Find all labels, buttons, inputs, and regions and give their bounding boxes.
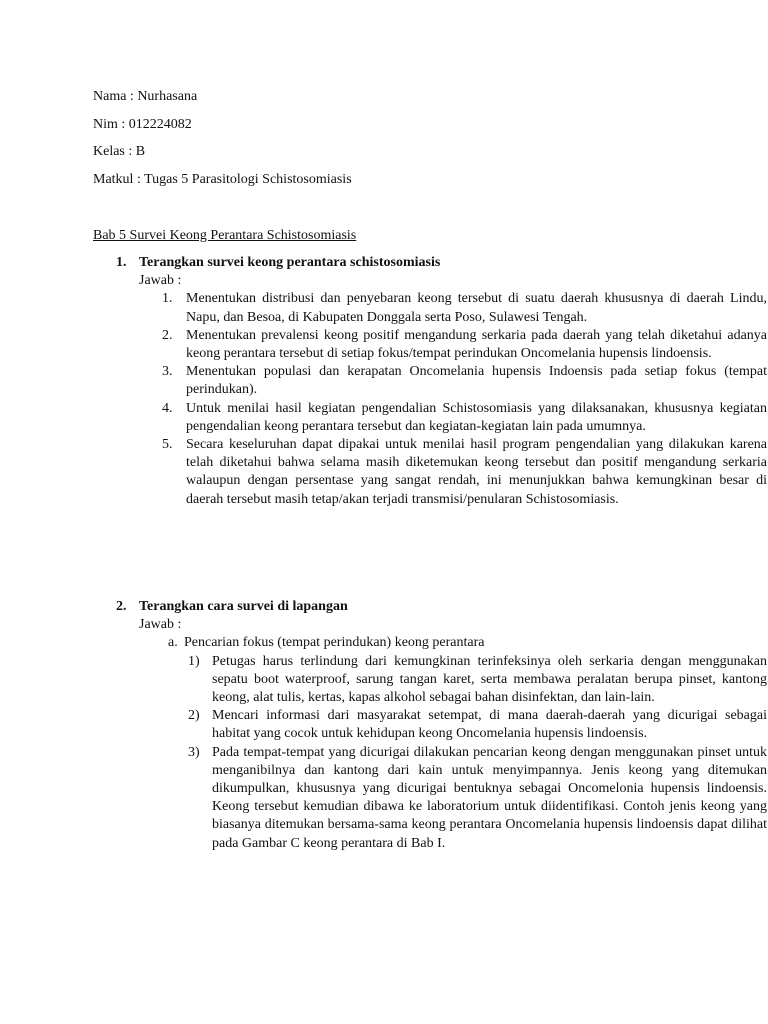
student-class: Kelas : B — [93, 144, 146, 159]
list-item — [93, 436, 767, 509]
list-item-text: Mencari informasi dari masyarakat setempat, di mana daerah-daerah yang dicurigai sebagai habitat yang cocok untuk kehidupan keong Oncomelania hupensis lindoensis. — [212, 708, 767, 742]
question-1-answer-list — [93, 290, 767, 508]
question-2 — [93, 598, 767, 853]
list-item — [93, 327, 767, 363]
subsection-letter: a. — [168, 635, 178, 651]
question-2-number: 2. — [116, 599, 127, 614]
subsection-a — [93, 634, 693, 652]
list-item — [93, 707, 767, 743]
list-item-text: Untuk menilai hasil kegiatan pengendalian Schistosomiasis yang dilaksanakan, khususnya kegiatan pengendalian keong perantara tersebut dan kegiatan-kegiatan lain pada umumnya. — [186, 400, 767, 434]
list-item-number: 1. — [162, 291, 173, 307]
list-item-text: Menentukan distribusi dan penyebaran keong tersebut di suatu daerah khususnya di daerah Lindu, Napu, dan Besoa, di Kabupaten Donggala serta Poso, Sulawesi Tengah. — [186, 291, 767, 325]
question-1-answer-label: Jawab : — [139, 273, 182, 289]
question-1-heading — [93, 254, 693, 272]
course-name: Matkul : Tugas 5 Parasitologi Schistosomiasis — [93, 172, 352, 187]
list-item-number: 5. — [162, 437, 173, 453]
list-item-number: 1) — [188, 653, 200, 669]
student-nim: Nim : 012224082 — [93, 117, 192, 132]
list-item-text: Menentukan populasi dan kerapatan Oncomelania hupensis Indoensis pada setiap fokus (tempat perindukan). — [186, 364, 767, 398]
question-1-number: 1. — [116, 255, 127, 270]
list-item-text: Menentukan prevalensi keong positif mengandung serkaria pada daerah yang telah diketahui adanya keong perantara tersebut di setiap fokus/tempat perindukan Oncomelania hupensis lindoensis. — [186, 327, 767, 362]
list-item-number: 2. — [162, 327, 173, 343]
list-item-text: Pada tempat-tempat yang dicurigai dilakukan pencarian keong dengan menggunakan pinset untuk menganibilnya dan kantong dari kain untuk menyimpannya. Jenis keong yang ditemukan dikumpulkan, khususnya yang dicurigai bentuknya sebagai Oncomelonia hupensis lindoensis. Keong tersebut kemudian dibawa ke laboratorium untuk diidentifikasi. Contoh jenis keong yang biasanya ditemukan bersama-sama keong perantara Oncomelania hupensis lindoensis dapat dilihat pada Gambar C keong perantara di Bab I. — [212, 744, 767, 851]
student-name: Nama : Nurhasana — [93, 89, 198, 104]
list-item-text: Petugas harus terlindung dari kemungkinan terinfeksinya oleh serkaria dengan menggunakan sepatu boot waterproof, sarung tangan karet, serta membawa peralatan berupa pinset, kantong keong, alat tulis, kertas, kapas alkohol sebagai bahan disinfektan, dan lain-lain. — [212, 653, 767, 706]
question-2-step-list — [93, 653, 767, 853]
list-item-number: 3) — [188, 744, 200, 760]
question-2-heading — [93, 598, 693, 616]
list-item — [93, 744, 767, 853]
question-1-title: Terangkan survei keong perantara schistosomiasis — [139, 255, 441, 270]
list-item — [93, 400, 767, 436]
subsection-title: Pencarian fokus (tempat perindukan) keong perantara — [184, 635, 485, 651]
list-item — [93, 363, 767, 399]
list-item-number: 4. — [162, 400, 173, 416]
question-1 — [93, 254, 767, 509]
list-item-number: 2) — [188, 708, 200, 724]
list-item-number: 3. — [162, 364, 173, 380]
chapter-title: Bab 5 Survei Keong Perantara Schistosomiasis — [93, 228, 357, 243]
question-2-answer-label: Jawab : — [139, 617, 182, 633]
list-item-text: Secara keseluruhan dapat dipakai untuk menilai hasil program pengendalian yang dilakukan karena telah diketahui bahwa selama masih diketemukan keong tersebut dan positif mengandung serkaria walaupun dengan persentase yang sangat rendah, ini menunjukkan bahwa kemungkinan besar di daerah tersebut masih tetap/akan terjadi transmisi/penularan Schistosomiasis. — [186, 437, 767, 507]
question-2-title: Terangkan cara survei di lapangan — [139, 599, 348, 614]
list-item — [93, 653, 767, 708]
list-item — [93, 290, 767, 326]
